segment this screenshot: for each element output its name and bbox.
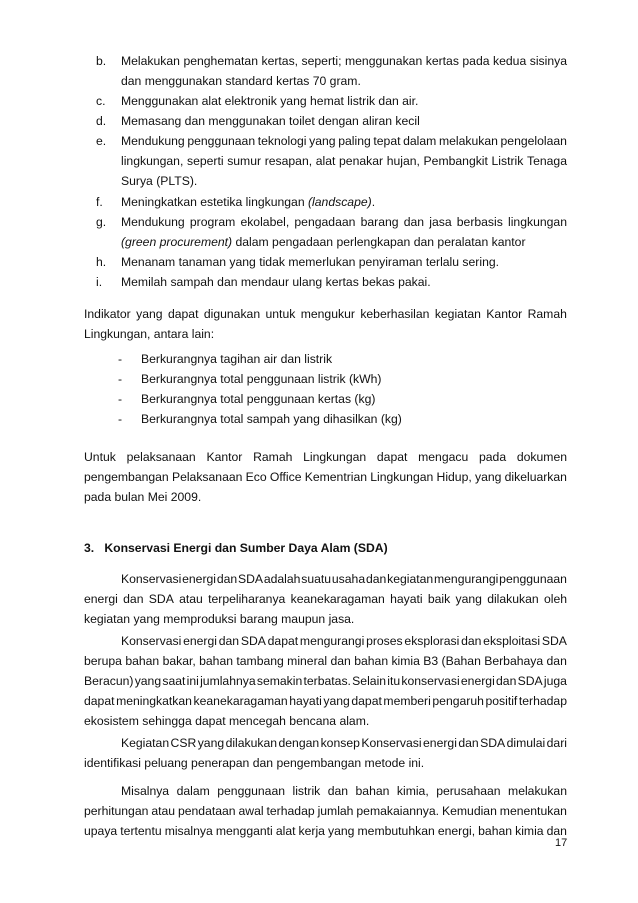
- list-item-text: Menanam tanaman yang tidak memerlukan penyiraman terlalu sering.: [121, 255, 500, 269]
- bullet-text: Berkurangnya total penggunaan listrik (kWh): [141, 372, 382, 386]
- paragraph-line: perhitungan atau pendataan awal terhadap jumlah pemakaiannya. Kemudian menentukan: [84, 804, 567, 818]
- list-marker: c.: [96, 94, 106, 108]
- paragraph-line: upaya tertentu misalnya mengganti alat kerja yang membutuhkan energi, bahan kimia dan: [84, 824, 567, 838]
- list-item-text: Menggunakan alat elektronik yang hemat listrik dan air.: [121, 94, 419, 108]
- bullet-marker: -: [118, 392, 123, 406]
- bullet-marker: -: [118, 352, 123, 366]
- list-marker: h.: [96, 255, 107, 269]
- list-item-text: lingkungan, seperti sumur resapan, alat penakar hujan, Pembangkit Listrik Tenaga: [121, 154, 567, 168]
- paragraph-line: Misalnya dalam penggunaan listrik dan bahan kimia, perusahaan melakukan: [121, 784, 567, 798]
- bullet-text: Berkurangnya total penggunaan kertas (kg): [141, 392, 376, 406]
- paragraph-line: dapat meningkatkan keanekaragaman hayati yang dapat memberi pengaruh positif terhadap: [84, 694, 567, 708]
- list-marker: f.: [96, 195, 103, 209]
- paragraph-line: kegiatan yang memproduksi barang maupun jasa.: [84, 612, 355, 626]
- list-marker: b.: [96, 54, 107, 68]
- list-marker: i.: [96, 275, 103, 289]
- list-item-text: dan menggunakan standard kertas 70 gram.: [121, 74, 361, 88]
- list-item-text: Meningkatkan estetika lingkungan (landscape).: [121, 195, 376, 209]
- paragraph-line: Konservasi energi dan SDA dapat mengurangi proses eksplorasi dan eksploitasi SDA: [121, 634, 567, 648]
- list-item-text: Memasang dan menggunakan toilet dengan aliran kecil: [121, 114, 420, 128]
- paragraph-line: Kegiatan CSR yang dilakukan dengan konsep Konservasi energi dan SDA dimulai dari: [121, 736, 567, 750]
- paragraph-line: Konservasi energi dan SDA adalah suatu usaha dan kegiatan mengurangi penggunaan: [121, 572, 567, 586]
- paragraph-line: ekosistem sehingga dapat mencegah bencana alam.: [84, 714, 370, 728]
- list-marker: e.: [96, 134, 107, 148]
- list-item-text: Memilah sampah dan mendaur ulang kertas bekas pakai.: [121, 275, 431, 289]
- list-item-text: Mendukung penggunaan teknologi yang paling tepat dalam melakukan pengelolaan: [121, 134, 567, 148]
- list-marker: d.: [96, 114, 107, 128]
- bullet-marker: -: [118, 412, 123, 426]
- list-marker: g.: [96, 215, 107, 229]
- paragraph-line: Indikator yang dapat digunakan untuk mengukur keberhasilan kegiatan Kantor Ramah: [84, 307, 567, 321]
- page-number: 17: [555, 837, 568, 849]
- paragraph-line: Untuk pelaksanaan Kantor Ramah Lingkungan dapat mengacu pada dokumen: [84, 450, 567, 464]
- paragraph-line: identifikasi peluang penerapan dan pengembangan metode ini.: [84, 756, 425, 770]
- list-item-text: Surya (PLTS).: [121, 174, 198, 188]
- list-item-text: Mendukung program ekolabel, pengadaan barang dan jasa berbasis lingkungan: [121, 215, 567, 229]
- bullet-text: Berkurangnya total sampah yang dihasilkan (kg): [141, 412, 402, 426]
- bullet-marker: -: [118, 372, 123, 386]
- paragraph-line: berupa bahan bakar, bahan tambang mineral dan bahan kimia B3 (Bahan Berbahaya dan: [84, 654, 567, 668]
- paragraph-line: pada bulan Mei 2009.: [84, 490, 202, 504]
- list-item-text: Melakukan penghematan kertas, seperti; menggunakan kertas pada kedua sisinya: [121, 54, 567, 68]
- list-item-text: (green procurement) dalam pengadaan perlengkapan dan peralatan kantor: [121, 235, 526, 249]
- bullet-text: Berkurangnya tagihan air dan listrik: [141, 352, 333, 366]
- paragraph-line: Beracun) yang saat ini jumlahnya semakin terbatas. Selain itu konservasi energi dan SDA juga: [84, 674, 567, 688]
- paragraph-line: pengembangan Pelaksanaan Eco Office Kementrian Lingkungan Hidup, yang dikeluarkan: [84, 470, 567, 484]
- paragraph-line: energi dan SDA atau terpeliharanya keanekaragaman hayati baik yang dilakukan oleh: [84, 592, 567, 606]
- paragraph-line: Lingkungan, antara lain:: [84, 327, 215, 341]
- section-heading: 3. Konservasi Energi dan Sumber Daya Alam (SDA): [84, 541, 388, 555]
